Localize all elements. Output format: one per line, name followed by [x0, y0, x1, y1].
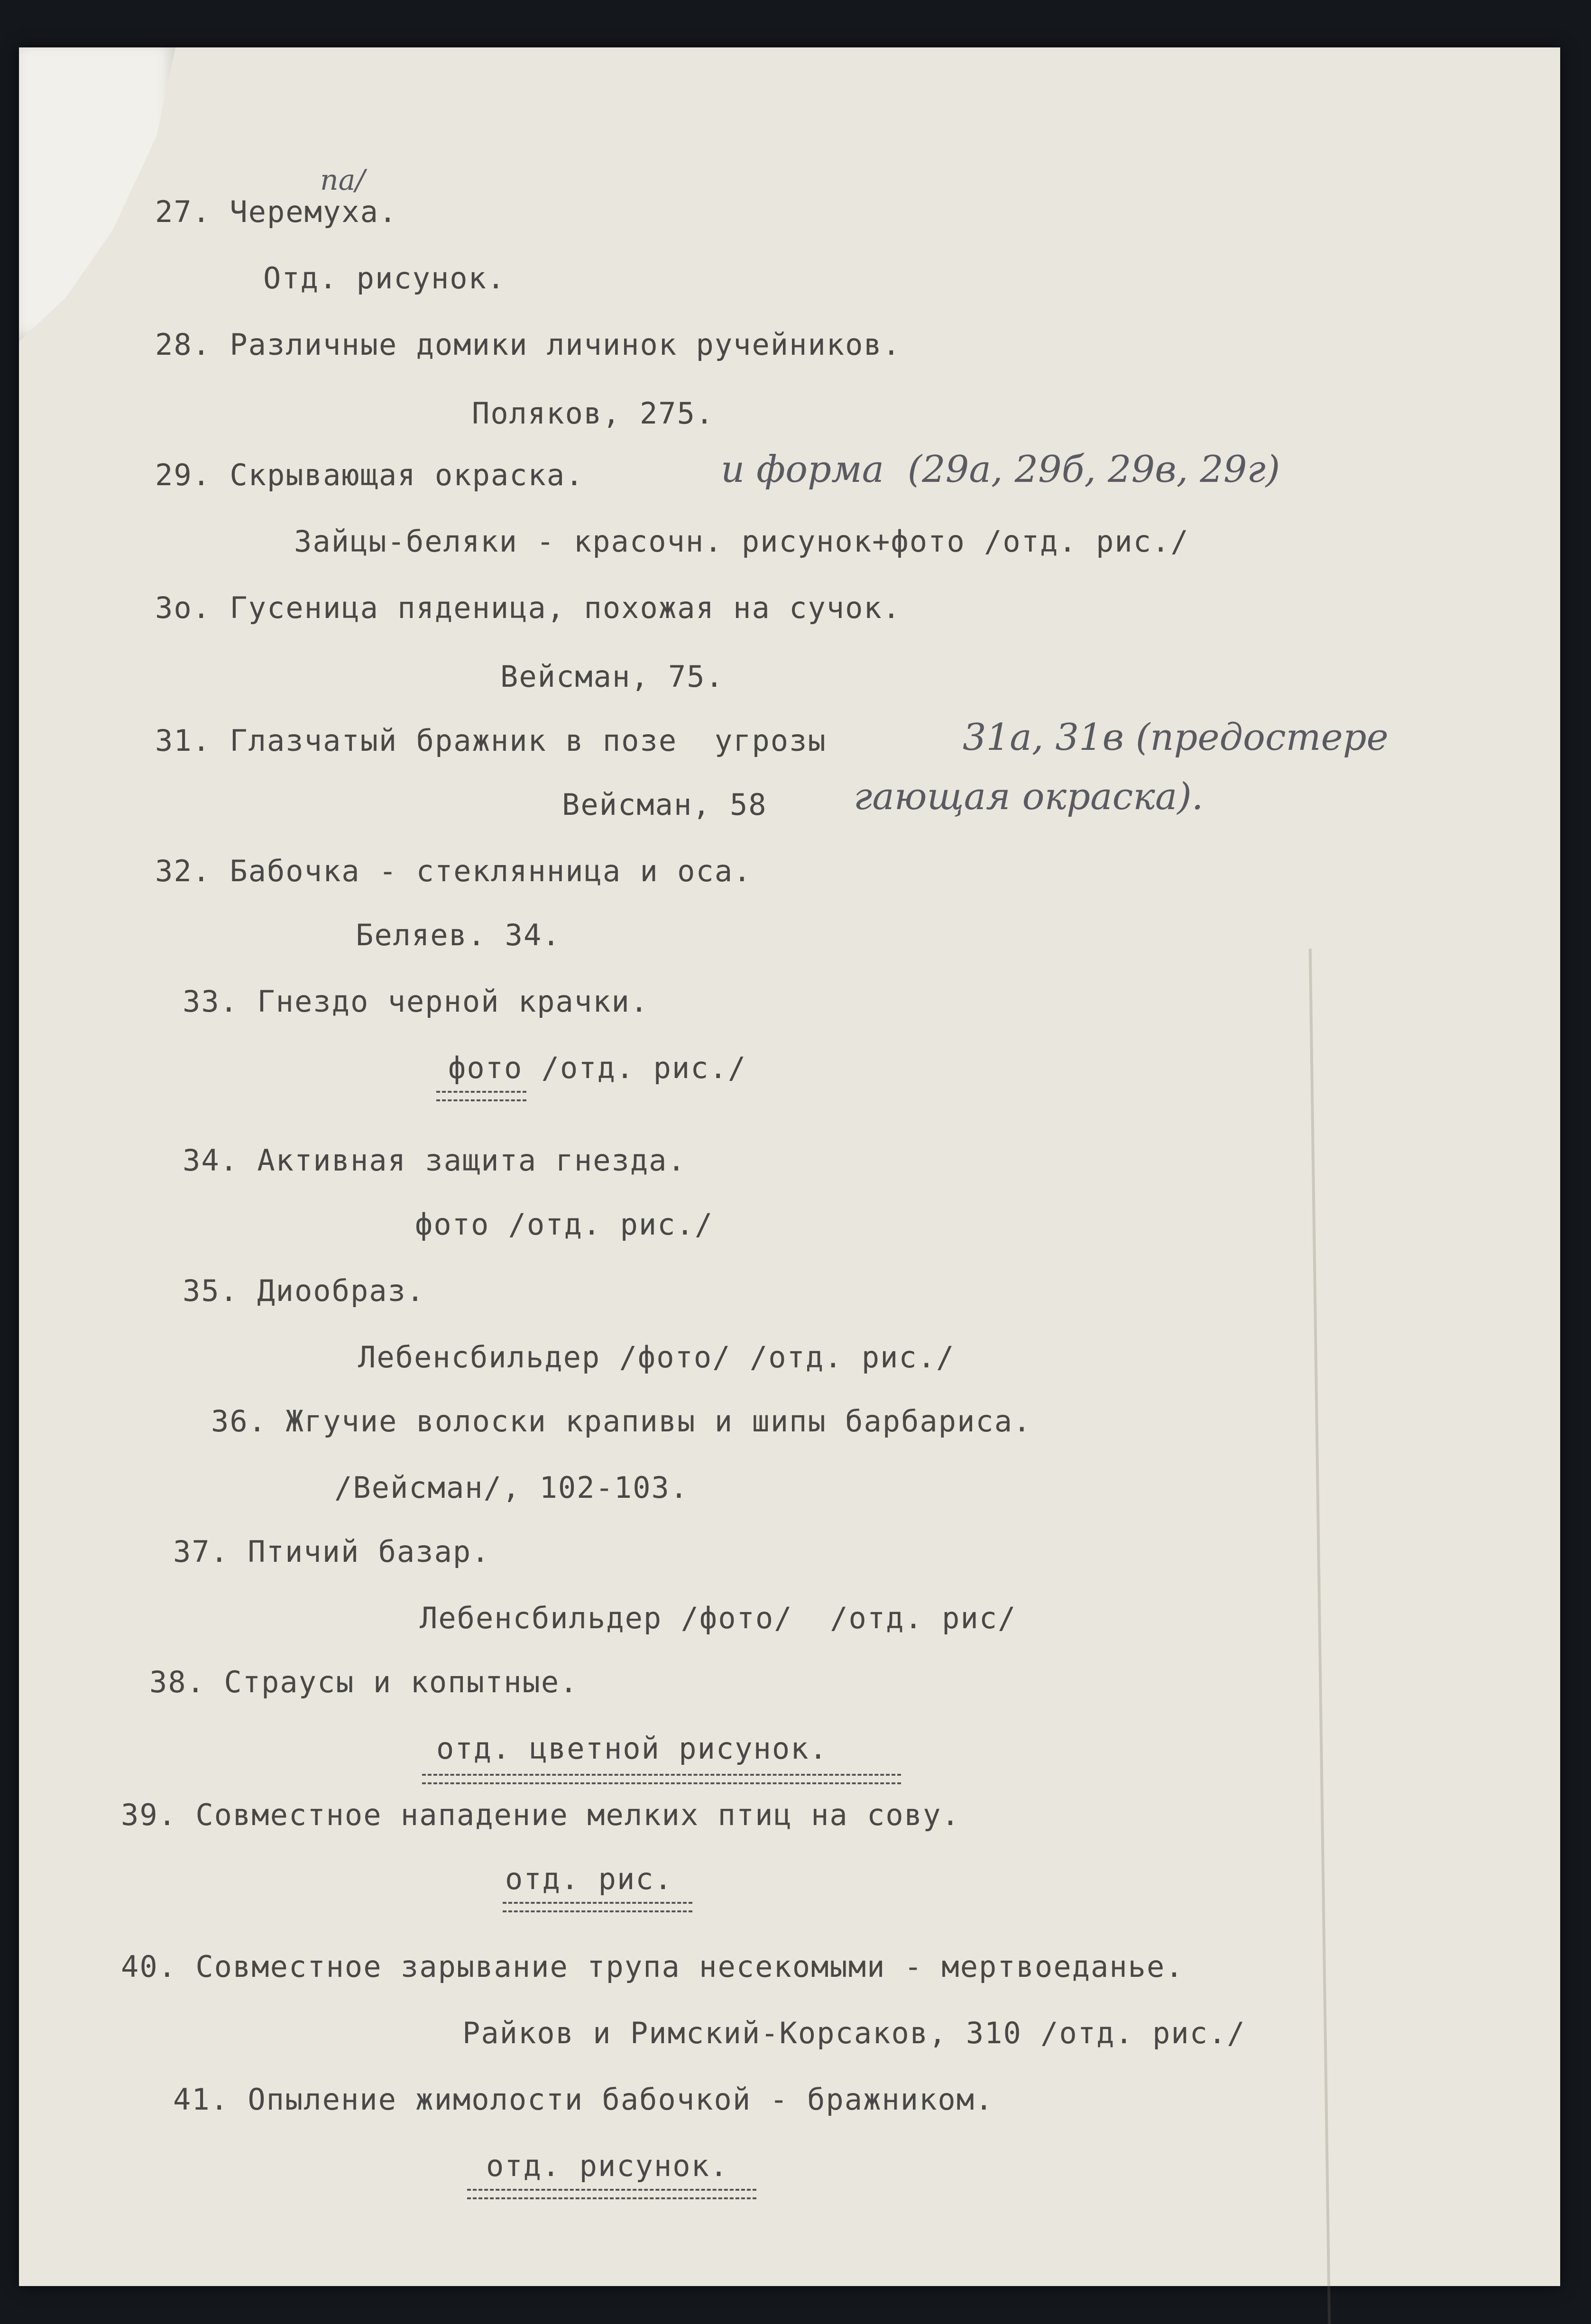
entry-number: 35.	[183, 1273, 239, 1308]
entry-35-ref: Лебенсбильдер /фото/ /отд. рис./	[358, 1340, 955, 1374]
entry-30-title	[155, 590, 901, 625]
folded-corner	[19, 47, 175, 341]
entry-number: 39.	[121, 1798, 177, 1832]
entry-title: Черемуха.	[230, 194, 398, 229]
entry-28-ref: Поляков, 275.	[472, 396, 715, 431]
entry-number: 29.	[155, 458, 211, 492]
entry-38-title	[149, 1665, 579, 1699]
entry-29-title	[155, 458, 584, 492]
entry-28-title	[155, 327, 901, 362]
entry-33-ref: фото /отд. рис./	[448, 1051, 747, 1085]
entry-title: Жгучие волоски крапивы и шипы барбариса.	[285, 1404, 1032, 1439]
entry-number: 32.	[155, 854, 211, 888]
entry-32-ref: Беляев. 34.	[356, 918, 561, 952]
entry-39-title	[121, 1798, 960, 1832]
entry-number: 40.	[121, 1949, 177, 1984]
entry-number: 38.	[149, 1665, 205, 1699]
entry-38-ref: отд. цветной рисунок.	[436, 1731, 828, 1766]
entry-37-ref: Лебенсбильдер /фото/ /отд. рис/	[420, 1601, 1017, 1635]
entry-35-title	[183, 1273, 425, 1308]
entry-title: Птичий базар.	[248, 1534, 490, 1569]
entry-27-ref: Отд. рисунок.	[263, 261, 506, 295]
entry-31-title	[155, 723, 827, 758]
document-page	[19, 47, 1560, 2286]
entry-number: 31.	[155, 723, 211, 758]
paper-fold-crease	[1309, 949, 1331, 2324]
handwritten-note-31-line1: 31а, 31в (предостере	[963, 716, 1389, 759]
entry-title: Страусы и копытные.	[224, 1665, 579, 1699]
entry-title: Активная защита гнезда.	[257, 1143, 686, 1178]
entry-number: 37.	[173, 1534, 229, 1569]
handwritten-note-29: и форма (29а, 29б, 29в, 29г)	[721, 448, 1280, 491]
entry-34-title	[183, 1143, 686, 1178]
underline-rule	[467, 2189, 756, 2199]
underline-rule	[436, 1091, 526, 1101]
handwritten-note-27: na/	[320, 164, 365, 197]
underline-rule	[422, 1774, 901, 1784]
entry-number: 36.	[211, 1404, 267, 1439]
entry-number: 3о.	[155, 590, 211, 625]
entry-title: Опыление жимолости бабочкой - бражником.	[248, 2082, 994, 2117]
entry-title: Бабочка - стеклянница и оса.	[230, 854, 752, 888]
entry-36-title	[211, 1404, 1031, 1439]
entry-33-title	[183, 984, 649, 1019]
entry-36-ref: /Вейсман/, 102-103.	[334, 1470, 689, 1505]
entry-title: Скрывающая окраска.	[230, 458, 584, 492]
entry-title: Диообраз.	[257, 1273, 425, 1308]
entry-41-title	[173, 2082, 993, 2117]
entry-30-ref: Вейсман, 75.	[500, 659, 724, 694]
entry-40-title	[121, 1949, 1184, 1984]
handwritten-note-31-line2: гающая окраска).	[854, 775, 1204, 818]
entry-41-ref: отд. рисунок.	[486, 2149, 729, 2183]
entry-title: Гнездо черной крачки.	[257, 984, 649, 1019]
entry-34-ref: фото /отд. рис./	[415, 1207, 714, 1242]
entry-number: 33.	[183, 984, 239, 1019]
underline-rule	[503, 1902, 692, 1912]
entry-number: 41.	[173, 2082, 229, 2117]
entry-39-ref: отд. рис.	[505, 1862, 673, 1896]
entry-title: Совместное нападение мелких птиц на сову.	[195, 1798, 960, 1832]
entry-32-title	[155, 854, 752, 888]
entry-37-title	[173, 1534, 490, 1569]
entry-title: Глазчатый бражник в позе угрозы	[230, 723, 827, 758]
entry-title: Различные домики личинок ручейников.	[230, 327, 901, 362]
entry-number: 27.	[155, 194, 211, 229]
entry-31-ref: Вейсман, 58	[562, 787, 767, 822]
entry-number: 28.	[155, 327, 211, 362]
entry-40-ref: Райков и Римский-Корсаков, 310 /отд. рис./	[462, 2016, 1246, 2050]
entry-title: Совместное зарывание трупа несекомыми - мертвоеданье.	[195, 1949, 1184, 1984]
entry-29-ref: Зайцы-беляки - красочн. рисунок+фото /отд. рис./	[294, 524, 1189, 559]
entry-number: 34.	[183, 1143, 239, 1178]
entry-27-title	[155, 194, 397, 229]
entry-title: Гусеница пяденица, похожая на сучок.	[230, 590, 901, 625]
